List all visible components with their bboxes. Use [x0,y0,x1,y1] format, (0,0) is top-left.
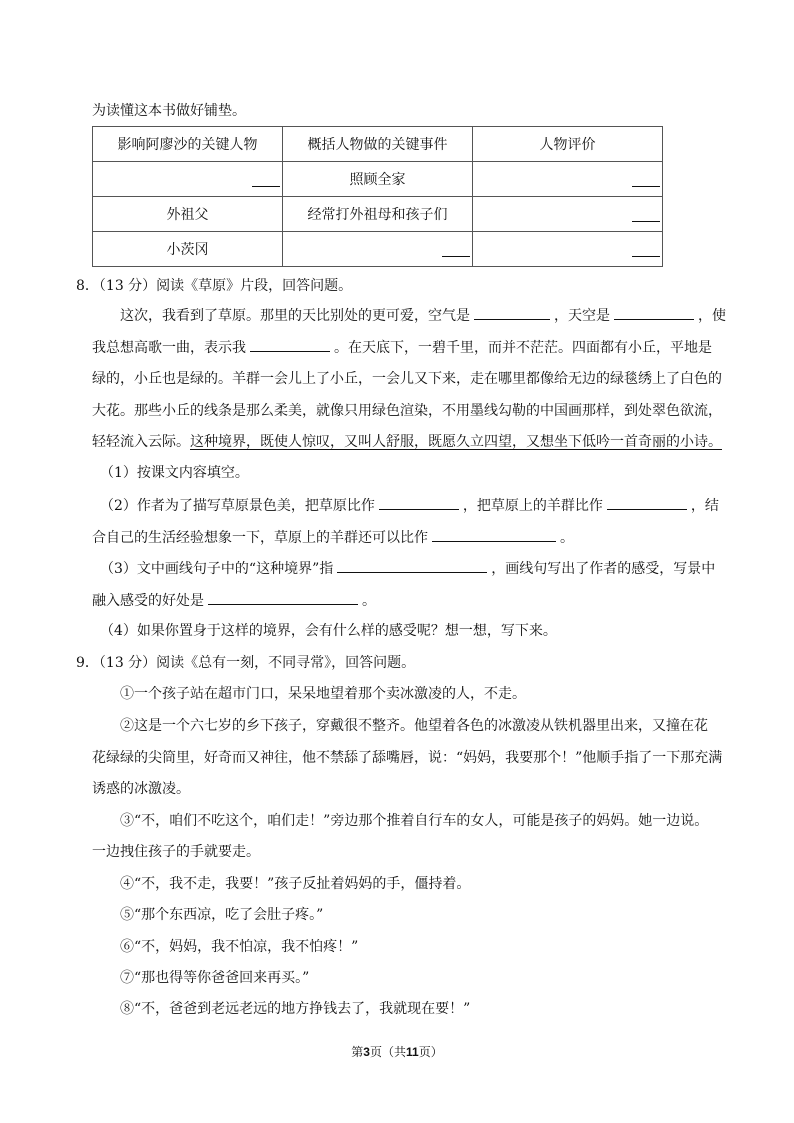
table-row [93,162,663,197]
q9-title: 9．（13 分）阅读《总有一刻，不同寻常》，回答问题。 [76,655,416,671]
page-footer: 第3页（共11页） [351,1045,443,1059]
answer-blank [442,256,470,257]
answer-blank [632,186,660,187]
q8-subquestion: （2）作者为了描写草原景色美，把草原比作 ，把草原上的羊群比作 ，结 [100,495,719,516]
q8-subquestion: 合自己的生活经验想象一下，草原上的羊群还可以比作 。 [92,527,574,548]
table-cell [473,162,663,197]
table-cell [93,162,283,197]
table-header: 概括人物做的关键事件 [283,127,473,162]
q9-paragraph: ⑥“不，妈妈，我不怕凉，我不怕疼！” [120,939,359,955]
intro-line: 为读懂这本书做好铺垫。 [92,103,246,119]
q9-paragraph: ③“不，咱们不吃这个，咱们走！”旁边那个推着自行车的女人，可能是孩子的妈妈。她一边说。 [120,813,709,829]
character-table [92,126,663,267]
table-header-row [93,127,663,162]
answer-blank [632,256,660,257]
q8-passage-line: 大花。那些小丘的线条是那么柔美，就像只用绿色渲染，不用墨线勾勒的中国画那样，到处翠色欲流， [92,403,722,419]
q9-paragraph: ⑧“不，爸爸到老远老远的地方挣钱去了，我就现在要！” [120,1001,471,1017]
table-cell: 外祖父 [93,197,283,232]
q9-paragraph: 花绿绿的尖筒里，好奇而又神往，他不禁舔了舔嘴唇，说：“妈妈，我要那个！”他顺手指了一下那充满 [92,750,723,766]
table-cell [473,197,663,232]
underlined-sentence: 这种境界，既使人惊叹，又叫人舒服，既愿久立四望，又想坐下低吟一首奇丽的小诗。 [190,434,722,450]
q8-title: 8．（13 分）阅读《草原》片段，回答问题。 [76,278,353,294]
page-total: 11 [406,1045,419,1059]
q9-paragraph: ⑦“那也得等你爸爸回来再买。” [120,970,310,986]
table-cell: 照顾全家 [283,162,473,197]
q8-subquestion: （1）按课文内容填空。 [100,465,249,481]
q8-subquestion: （4）如果你置身于这样的境界，会有什么样的感受呢？想一想，写下来。 [100,623,557,639]
q8-subquestion: 融入感受的好处是 。 [92,590,376,611]
q8-passage-line: 轻轻流入云际。这种境界，既使人惊叹，又叫人舒服，既愿久立四望，又想坐下低吟一首奇丽的小诗。 [92,434,722,450]
q9-paragraph: 一边拽住孩子的手就要走。 [92,844,260,860]
q9-paragraph: 诱惑的冰激凌。 [92,781,190,797]
q9-paragraph: ①一个孩子站在超市门口，呆呆地望着那个卖冰激凌的人，不走。 [120,686,526,702]
q8-passage-line: 绿的，小丘也是绿的。羊群一会儿上了小丘，一会儿又下来，走在哪里都像给无边的绿毯绣上了白色的 [92,371,722,387]
table-row [93,232,663,267]
q8-subquestion: （3）文中画线句子中的“这种境界”指 ，画线句写出了作者的感受，写景中 [100,558,715,579]
page-number: 3 [363,1045,370,1059]
table-header: 人物评价 [473,127,663,162]
q9-paragraph: ⑤“那个东西凉，吃了会肚子疼。” [120,907,324,923]
table-cell [283,232,473,267]
table-cell: 经常打外祖母和孩子们 [283,197,473,232]
q9-paragraph: ②这是一个六七岁的乡下孩子，穿戴很不整齐。他望着各色的冰激凌从铁机器里出来，又撞在花 [120,718,708,734]
answer-blank [252,186,280,187]
table-cell [473,232,663,267]
q9-paragraph: ④“不，我不走，我要！”孩子反扯着妈妈的手，僵持着。 [120,876,471,892]
q8-passage-line: 这次，我看到了草原。那里的天比别处的更可爱，空气是 ，天空是 ，使 [120,305,726,326]
table-header: 影响阿廖沙的关键人物 [93,127,283,162]
table-cell: 小茨冈 [93,232,283,267]
q8-passage-line: 我总想高歌一曲，表示我 。在天底下，一碧千里，而并不茫茫。四面都有小丘，平地是 [92,337,712,358]
answer-blank [632,221,660,222]
table-row [93,197,663,232]
